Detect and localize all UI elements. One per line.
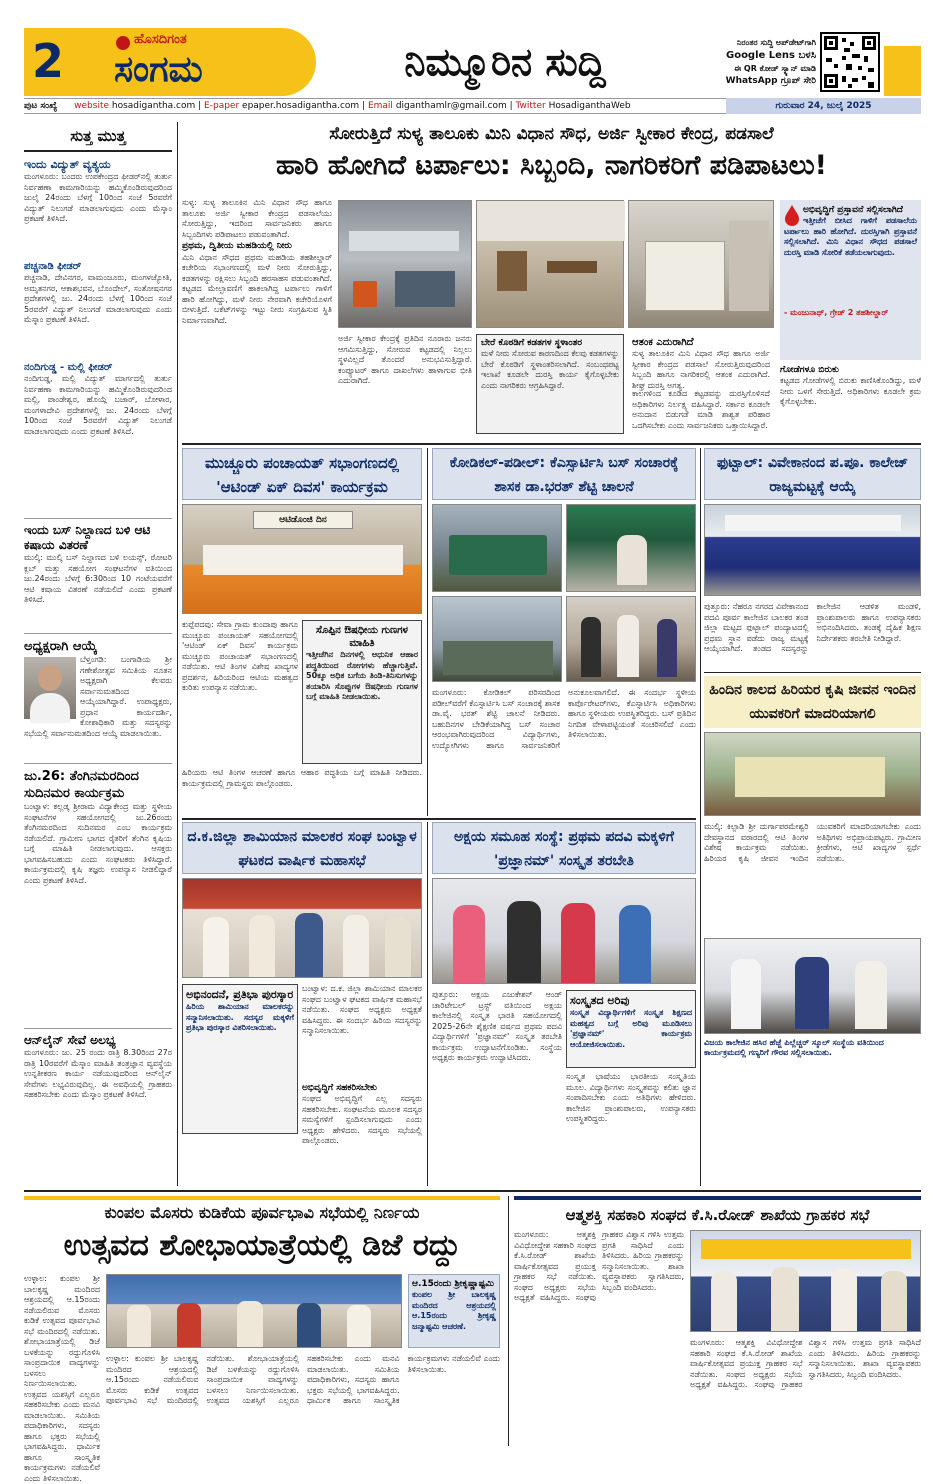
story-cooperative — [514, 1196, 921, 1446]
section-divider — [24, 1190, 921, 1192]
story-headline: ಫುಟ್ಬಾಲ್: ವಿವೇಕಾನಂದ ಪ.ಪೂ. ಕಾಲೇಜ್ ರಾಜ್ಯಮಟ್ಟಕ್ಕೆ ಆಯ್ಕೆ — [704, 448, 921, 500]
info-box: ಅಭಿನಂದನೆ, ಪ್ರತಿಭಾ ಪುರಸ್ಕಾರ ಹಿರಿಯ ಶಾಮಿಯಾನ ಮಾಲಕರನ್ನು ಸನ್ಮಾನಿಸಲಾಯಿತು. ಸದಸ್ಯರ ಮಕ್ಕಳಿಗೆ ಪ್ರತಿಭಾ ಪುರಸ್ಕಾರ ವಿತರಿಸಲಾಯಿತು. — [182, 984, 298, 1134]
story-headline: ಅಕ್ಷಯ ಸಮೂಹ ಸಂಸ್ಥೆ: ಪ್ರಥಮ ಪದವಿ ಮಕ್ಕಳಿಗೆ 'ಪ್ರಜ್ಞಾನಮ್' ಸಂಸ್ಕೃತ ತರಬೇತಿ — [432, 822, 696, 874]
masthead-right-strip — [884, 46, 921, 96]
cooperative-photo — [690, 1230, 921, 1332]
news-brief — [24, 1028, 172, 1158]
story-headline: ಮುಚ್ಚೂರು ಪಂಚಾಯತ್ ಸಭಾಂಗಣದಲ್ಲಿ 'ಆಟಿಂಡ್ ಏಕ್ ದಿವಸ' ಕಾರ್ಯಕ್ರಮ — [182, 448, 422, 500]
story-headline: ಹಿಂದಿನ ಕಾಲದ ಹಿರಿಯರ ಕೃಷಿ ಜೀವನ ಇಂದಿನ ಯುವಕರಿಗೆ ಮಾದರಿಯಾಗಲಿ — [704, 676, 921, 728]
brand-big: ಸಂಗಮ — [114, 49, 203, 90]
brief-body: ಬಂಟ್ವಾಳ: ಕಲ್ಲಡ್ಕ ಶ್ರೀರಾಮ ವಿದ್ಯಾಕೇಂದ್ರ ಮತ್ತು ಸ್ಥಳೀಯ ಸಂಘಟನೆಗಳ ಸಹಯೋಗದಲ್ಲಿ ಜು.26ರಂದು ತೆಂಗಿನಮರದಿಂದ ಸುದಿನಮರ ಎಂಬ ಕಾರ್ಯಕ್ರಮ ನಡೆಯಲಿದೆ. ಗ್ರಾಮೀಣ ಭಾಗದ ರೈತರಿಗೆ ತೆಂಗಿನ ಕೃಷಿಯ ಬಗ್ಗೆ ಮಾಹಿತಿ ನೀಡಲಾಗುವುದು. ಆಸಕ್ತರು ಭಾಗವಹಿಸಬಹುದು ಎಂದು ಸಂಘಟಕರು ತಿಳಿಸಿದ್ದಾರೆ. ಕಾರ್ಯಕ್ರಮದಲ್ಲಿ ಕೃಷಿ ತಜ್ಞರು ಉಪನ್ಯಾಸ ನೀಡಲಿದ್ದಾರೆ ಎಂದು ಪ್ರಕಟಣೆ ತಿಳಿಸಿದೆ. — [24, 802, 172, 885]
story-bus — [432, 448, 696, 816]
column-divider — [427, 822, 428, 1186]
column-divider — [700, 676, 701, 1186]
qr-text: ನಿರಂತರ ಸುದ್ದಿ ಅಪ್‌ಡೇಟ್‌ಗಾಗಿ Google Lens ಬಳಸಿ ಈ QR ಕೋಡ್ ಸ್ಕ್ಯಾನ್ ಮಾಡಿ WhatsApp ಗ್ರೂಪ್ ಸೇರಿ — [725, 38, 816, 86]
story-headline: ಉತ್ಸವದ ಶೋಭಾಯಾತ್ರೆಯಲ್ಲಿ ಡಿಜೆ ರದ್ದು — [63, 1228, 461, 1263]
story-body: ಪುತ್ತೂರು: ಅಕ್ಷಯ ಎಜುಕೇಶನ್ ಆಂಡ್ ಚಾರಿಟೇಬಲ್ ಟ್ರಸ್ಟ್ ವತಿಯಿಂದ ಅಕ್ಷಯ ಕಾಲೇಜಿನಲ್ಲಿ ಸಂಸ್ಕೃತ ಭಾರತಿ ಸಹಯೋಗದಲ್ಲಿ 2025-26ನೇ ಶೈಕ್ಷಣಿಕ ವರ್ಷದ ಪ್ರಥಮ ಪದವಿ ವಿದ್ಯಾರ್ಥಿಗಳಿಗೆ 'ಪ್ರಜ್ಞಾನಮ್' ಸಂಸ್ಕೃತ ತರಬೇತಿ ಕಾರ್ಯಕ್ರಮ ಉದ್ಘಾಟನೆಗೊಂಡಿತು. ಸಂಸ್ಥೆಯ ಅಧ್ಯಕ್ಷರು ಕಾರ್ಯಕ್ರಮ ಉದ್ಘಾಟಿಸಿದರು. — [432, 990, 562, 1062]
brief-body: ಮುಲ್ಕಿ: ಮುಲ್ಕಿ ಬಸ್ ನಿಲ್ದಾಣದ ಬಳಿ ಲಯನ್ಸ್, ರೋಟರಿ ಕ್ಲಬ್ ಮತ್ತು ಸಹಯೋಗ ಸಂಘಟನೆಗಳ ವತಿಯಿಂದ ಜು.24ರಂದು ಬೆಳಗ್ಗೆ 6:30ರಿಂದ 10 ಗಂಟೆಯವರೆಗೆ ಆಟಿ ಕಷಾಯ ವಿತರಣೆ ನಡೆಯಲಿದೆ ಎಂದು ಪ್ರಕಟಣೆ ತಿಳಿಸಿದೆ. — [24, 553, 172, 604]
brief-title: ನಂದಿಗುಡ್ಡ - ಮಲ್ಲಿ ಫೀಡರ್ — [24, 362, 113, 373]
event-photo — [182, 504, 422, 614]
section-divider — [182, 443, 921, 445]
story-body-cols: ಮಂಗಳೂರು: ಆತ್ಮಶಕ್ತಿ ವಿವಿಧೋದ್ದೇಶ ಸಹಕಾರಿ ಸಂಘದ ಕೆ.ಸಿ.ರೋಡ್ ಶಾಖೆಯ ವಾರ್ಷಿಕೋತ್ಸವದ ಪ್ರಯುಕ್ತ ಗ್ರಾಹಕರ ಸಭೆ ನಡೆಯಿತು. ಸಂಘದ ಅಧ್ಯಕ್ಷರು ಸಭೆಯ ಅಧ್ಯಕ್ಷತೆ ವಹಿಸಿದ್ದರು. ಸಂಘವು ಗ್ರಾಹಕರ ವಿಶ್ವಾಸ ಗಳಿಸಿ ಉತ್ತಮ ಪ್ರಗತಿ ಸಾಧಿಸಿದೆ ಎಂದು ತಿಳಿಸಿದರು. ಹಿರಿಯ ಗ್ರಾಹಕರನ್ನು ಸನ್ಮಾನಿಸಲಾಯಿತು. ಶಾಖಾ ವ್ಯವಸ್ಥಾಪಕರು ಸ್ವಾಗತಿಸಿದರು, ಸಿಬ್ಬಂದಿ ವಂದಿಸಿದರು. — [690, 1338, 921, 1389]
story-body-cols: ಉಳ್ಳಾಲ: ಕುಂಪಲ ಶ್ರೀ ಬಾಲಕೃಷ್ಣ ಮಂದಿರದ ಆಶ್ರಯದಲ್ಲಿ ಆ.15ರಂದು ನಡೆಯಲಿರುವ ಮೊಸರು ಕುಡಿಕೆ ಉತ್ಸವದ ಪೂರ್ವಭಾವಿ ಸಭೆ ಮಂದಿರದಲ್ಲಿ ನಡೆಯಿತು. ಶೋಭಾಯಾತ್ರೆಯಲ್ಲಿ ಡಿಜೆ ಬಳಕೆಯನ್ನು ರದ್ದುಗೊಳಿಸಿ ಸಾಂಪ್ರದಾಯಿಕ ವಾದ್ಯಗಳನ್ನು ಬಳಸಲು ನಿರ್ಣಯಿಸಲಾಯಿತು. ಉತ್ಸವದ ಯಶಸ್ಸಿಗೆ ಎಲ್ಲರೂ ಸಹಕರಿಸಬೇಕು ಎಂದು ಮನವಿ ಮಾಡಲಾಯಿತು. ಸಮಿತಿಯ ಪದಾಧಿಕಾರಿಗಳು, ಸದಸ್ಯರು ಹಾಗೂ ಭಕ್ತರು ಸಭೆಯಲ್ಲಿ ಭಾಗವಹಿಸಿದ್ದರು. ಧಾರ್ಮಿಕ ಹಾಗೂ ಸಾಂಸ್ಕೃತಿಕ ಕಾರ್ಯಕ್ರಮಗಳು ನಡೆಯಲಿವೆ ಎಂದು ತಿಳಿಸಲಾಯಿತು. — [106, 1354, 500, 1405]
story-body: ಮಂಗಳೂರು: ಕೋಡಿಕಲ್ ಪರಿಸರದಿಂದ ಪಡೀಲ್‌ವರೆಗೆ ಕೆಎಸ್ಸಾರ್ಟಿಸಿ ಬಸ್ ಸಂಚಾರಕ್ಕೆ ಶಾಸಕ ಡಾ.ವೈ. ಭರತ್ ಶೆಟ್ಟಿ ಚಾಲನೆ ನೀಡಿದರು. ಬಹುದಿನಗಳ ಬೇಡಿಕೆಯಾಗಿದ್ದ ಬಸ್ ಸಂಚಾರ ಆರಂಭವಾಗಿರುವುದರಿಂದ ವಿದ್ಯಾರ್ಥಿಗಳು, ಉದ್ಯೋಗಿಗಳು ಹಾಗೂ ಸಾರ್ವಜನಿಕರಿಗೆ ಅನುಕೂಲವಾಗಲಿದೆ. ಈ ಸಂದರ್ಭ ಸ್ಥಳೀಯ ಕಾರ್ಪೊರೇಟರ್‌ಗಳು, ಕೆಎಸ್ಸಾರ್ಟಿಸಿ ಅಧಿಕಾರಿಗಳು ಹಾಗೂ ಸ್ಥಳೀಯರು ಉಪಸ್ಥಿತರಿದ್ದರು. ಬಸ್ ಪ್ರತಿದಿನ ನಿಗದಿತ ವೇಳಾಪಟ್ಟಿಯಂತೆ ಸಂಚರಿಸಲಿದೆ ಎಂದು ತಿಳಿಸಲಾಯಿತು. — [432, 688, 696, 750]
website-label: website — [74, 101, 110, 111]
brief-title: ಆನ್‌ಲೈನ್ ಸೇವೆ ಅಲಭ್ಯ — [24, 1033, 116, 1047]
lead-photo-office — [338, 200, 472, 328]
story-headline: ಆತ್ಮಶಕ್ತಿ ಸಹಕಾರಿ ಸಂಘದ ಕೆ.ಸಿ.ರೋಡ್ ಶಾಖೆಯ ಗ್ರಾಹಕರ ಸಭೆ — [565, 1206, 870, 1224]
story-mosaru — [24, 1196, 500, 1483]
farming-photo — [704, 732, 921, 816]
side-title: ಅಭಿವೃದ್ಧಿಗೆ ಪ್ರಸ್ತಾವನೆ ಸಲ್ಲಿಸಲಾಗಿದೆ — [803, 205, 903, 215]
qr-code-icon[interactable] — [820, 32, 880, 92]
twitter-link[interactable]: HosadiganthaWeb — [548, 101, 631, 111]
person-photo — [24, 657, 76, 719]
masthead — [24, 26, 921, 116]
story-body: ಉಳ್ಳಾಲ: ಕುಂಪಲ ಶ್ರೀ ಬಾಲಕೃಷ್ಣ ಮಂದಿರದ ಆಶ್ರಯದಲ್ಲಿ ಆ.15ರಂದು ನಡೆಯಲಿರುವ ಮೊಸರು ಕುಡಿಕೆ ಉತ್ಸವದ ಪೂರ್ವಭಾವಿ ಸಭೆ ಮಂದಿರದಲ್ಲಿ ನಡೆಯಿತು. ಶೋಭಾಯಾತ್ರೆಯಲ್ಲಿ ಡಿಜೆ ಬಳಕೆಯನ್ನು ರದ್ದುಗೊಳಿಸಿ ಸಾಂಪ್ರದಾಯಿಕ ವಾದ್ಯಗಳನ್ನು ಬಳಸಲು ನಿರ್ಣಯಿಸಲಾಯಿತು. ಉತ್ಸವದ ಯಶಸ್ಸಿಗೆ ಎಲ್ಲರೂ ಸಹಕರಿಸಬೇಕು ಎಂದು ಮನವಿ ಮಾಡಲಾಯಿತು. ಸಮಿತಿಯ ಪದಾಧಿಕಾರಿಗಳು, ಸದಸ್ಯರು ಹಾಗೂ ಭಕ್ತರು ಸಭೆಯಲ್ಲಿ ಭಾಗವಹಿಸಿದ್ದರು. ಧಾರ್ಮಿಕ ಹಾಗೂ ಸಾಂಸ್ಕೃತಿಕ ಕಾರ್ಯಕ್ರಮಗಳು ನಡೆಯಲಿವೆ ಎಂದು ತಿಳಿಸಲಾಯಿತು. — [24, 1274, 100, 1483]
story-body-2: ಹಿರಿಯರು ಆಟಿ ತಿಂಗಳ ಆಚರಣೆ ಹಾಗೂ ಆಹಾರ ಪದ್ಧತಿಯ ಬಗ್ಗೆ ಮಾಹಿತಿ ನೀಡಿದರು. ಕಾರ್ಯಕ್ರಮದಲ್ಲಿ ಗ್ರಾಮಸ್ಥರು ಪಾಲ್ಗೊಂಡರು. — [182, 768, 422, 788]
bottom-accent-bar — [24, 1196, 500, 1200]
story-body-2: ಸಂಸ್ಕೃತ ಭಾಷೆಯು ಭಾರತೀಯ ಸಂಸ್ಕೃತಿಯ ಮೂಲ. ವಿದ್ಯಾರ್ಥಿಗಳು ಸಂಸ್ಕೃತವನ್ನು ಕಲಿತು ಜ್ಞಾನ ಸಂಪಾದಿಸಬೇಕು ಎಂದು ಅತಿಥಿಗಳು ಹೇಳಿದರು. ಕಾಲೇಜಿನ ಪ್ರಾಂಶುಪಾಲರು, ಉಪನ್ಯಾಸಕರು ಉಪಸ್ಥಿತರಿದ್ದರು. — [566, 1072, 696, 1123]
info-bar: ಪುಟ ಸಂಖ್ಯೆ website hosadigantha.com | E-paper epaper.hosadigantha.com | Email diganthamlr@gmail.com | Twitter HosadiganthaWeb — [24, 98, 921, 114]
story-sanskrit — [432, 822, 696, 1186]
lead-photo-files — [628, 200, 774, 328]
lead-kicker: ಸೋರುತ್ತಿದೆ ಸುಳ್ಯ ತಾಲೂಕು ಮಿನಿ ವಿಧಾನ ಸೌಧ, ಅರ್ಜಿ ಸ್ವೀಕಾರ ಕೇಂದ್ರ, ಪಡಸಾಲೆ — [329, 124, 774, 144]
side-subhead: ಗೋಡೆಗಳೂ ಬಿರುಕು — [780, 365, 839, 375]
brief-title: ಅಧ್ಯಕ್ಷರಾಗಿ ಆಯ್ಕೆ — [24, 639, 98, 654]
section-divider — [704, 672, 921, 673]
email-link[interactable]: diganthamlr@gmail.com — [395, 101, 507, 111]
info-box: ಸಂಸ್ಕೃತದ ಅರಿವು ಸಂಸ್ಕೃತ ವಿದ್ಯಾರ್ಥಿಗಳಿಗೆ ಸಂಸ್ಕೃತ ಶಿಕ್ಷಣದ ಮಹತ್ವದ ಬಗ್ಗೆ ಅರಿವು ಮೂಡಿಸಲು 'ಪ್ರಜ್ಞಾನಮ್' ಕಾರ್ಯಕ್ರಮ ಆಯೋಜಿಸಲಾಯಿತು. — [566, 990, 696, 1068]
left-column — [24, 122, 172, 1182]
brief-body: ಮಂಗಳೂರು: ಬಂದರು ಉಪಕೇಂದ್ರದ ಫೀಡರ್‌ನಲ್ಲಿ ತುರ್ತು ನಿರ್ವಹಣಾ ಕಾಮಗಾರಿಯನ್ನು ಹಮ್ಮಿಕೊಂಡಿರುವುದರಿಂದ ಜುಲೈ 24ರಂದು ಬೆಳಗ್ಗೆ 10ರಿಂದ ಸಂಜೆ 5ರವರೆಗೆ ವಿದ್ಯುತ್ ನಿಲುಗಡೆ ಮಾಡಲಾಗುವುದು ಎಂದು ಮೆಸ್ಕಾಂ ಪ್ರಕಟಣೆ ತಿಳಿಸಿದೆ. — [24, 172, 172, 223]
lead-concern-box: ಆತಂಕ ಎದುರಾಗಿದೆ ಸುಳ್ಯ ತಾಲೂಕಿನ ಮಿನಿ ವಿಧಾನ ಸೌಧ ಹಾಗೂ ಅರ್ಜಿ ಸ್ವೀಕಾರ ಕೇಂದ್ರದ ಪಡಸಾಲೆ ಸೋರುತ್ತಿರುವುದರಿಂದ ಸಿಬ್ಬಂದಿ ಹಾಗೂ ನಾಗರಿಕರಲ್ಲಿ ಆತಂಕ ಎದುರಾಗಿದೆ. ಶೀಘ್ರ ದುರಸ್ತಿ ಅಗತ್ಯ. ಕಾಲಗಳಿಂದ ಕೂಡಿದ ಕಟ್ಟಡವನ್ನು ದುರಸ್ತಿಗೊಳಿಸದೆ ಅಧಿಕಾರಿಗಳು ನಿರ್ಲಕ್ಷ್ಯ ವಹಿಸಿದ್ದಾರೆ. ಸರ್ಕಾರ ಕೂಡಲೇ ಅನುದಾನ ಬಿಡುಗಡೆ ಮಾಡಿ ಶಾಶ್ವತ ಪರಿಹಾರ ಒದಗಿಸಬೇಕು ಎಂದು ಸಾರ್ವಜನಿಕರು ಒತ್ತಾಯಿಸಿದ್ದಾರೆ. — [632, 337, 770, 430]
story-mucchur — [182, 448, 422, 816]
story-headline: ದ.ಕ.ಜಿಲ್ಲಾ ಶಾಮಿಯಾನ ಮಾಲಕರ ಸಂಘ ಬಂಟ್ವಾಳ ಘಟಕದ ವಾರ್ಷಿಕ ಮಹಾಸಭೆ — [182, 822, 422, 874]
twitter-label: Twitter — [515, 101, 546, 111]
news-brief — [24, 633, 172, 759]
brand-small: ಹೊಸದಿಗಂತ — [134, 32, 187, 47]
story-kicker: ಕುಂಪಲ ಮೊಸರು ಕುಡಿಕೆಯ ಪೂರ್ವಭಾವಿ ಸಭೆಯಲ್ಲಿ ನಿರ್ಣಯ — [104, 1203, 420, 1222]
story-body: ಬಂಟ್ವಾಳ: ದ.ಕ. ಜಿಲ್ಲಾ ಶಾಮಿಯಾನ ಮಾಲಕರ ಸಂಘದ ಬಂಟ್ವಾಳ ಘಟಕದ ವಾರ್ಷಿಕ ಮಹಾಸಭೆ ನಡೆಯಿತು. ಸಂಘದ ಅಧ್ಯಕ್ಷರು ಅಧ್ಯಕ್ಷತೆ ವಹಿಸಿದ್ದರು. ಈ ಸಂದರ್ಭ ಹಿರಿಯ ಸದಸ್ಯರನ್ನು ಸನ್ಮಾನಿಸಲಾಯಿತು. — [302, 984, 422, 1035]
lead-headline: ಹಾರಿ ಹೋಗಿದೆ ಟರ್ಪಾಲು: ಸಿಬ್ಬಂದಿ, ನಾಗರಿಕರಿಗೆ ಪಡಿಪಾಟಲು! — [276, 150, 827, 181]
bus-photo-4 — [566, 596, 696, 682]
epaper-label: E-paper — [204, 101, 240, 111]
info-box: ಆ.15ರಂದು ಶ್ರೀಕೃಷ್ಣಾಷ್ಟಮಿ ಕುಂಪಲ ಶ್ರೀ ಬಾಲಕೃಷ್ಣ ಮಂದಿರದ ಆಶ್ರಯದಲ್ಲಿ ಆ.15ರಂದು ಶ್ರೀಕೃಷ್ಣ ಜನ್ಮಾಷ್ಟಮಿ ಆಚರಣೆ. — [408, 1274, 500, 1348]
website-link[interactable]: hosadigantha.com — [111, 101, 196, 111]
story-tent — [182, 822, 422, 1186]
left-column-header: ಸುತ್ತ ಮುತ್ತ — [24, 122, 172, 152]
lead-side-panel — [780, 200, 921, 434]
column-divider — [508, 1196, 509, 1446]
side-body-2: ಕಟ್ಟಡದ ಗೋಡೆಗಳಲ್ಲಿ ಬಿರುಕು ಕಾಣಿಸಿಕೊಂಡಿದ್ದು, ಮಳೆ ನೀರು ಒಳಗೆ ಸೇರುತ್ತಿದೆ. ಅಧಿಕಾರಿಗಳು ಕೂಡಲೇ ಕ್ರಮ ಕೈಗೊಳ್ಳಬೇಕು. — [780, 376, 921, 406]
bottom-accent-bar — [514, 1196, 921, 1200]
lead-body: ಸುಳ್ಯ: ಸುಳ್ಯ ತಾಲೂಕಿನ ಮಿನಿ ವಿಧಾನ ಸೌಧ ಹಾಗೂ ತಾಲೂಕು ಅರ್ಜಿ ಸ್ವೀಕಾರ ಕೇಂದ್ರದ ಪಡಸಾಲೆಯು ಸೋರುತ್ತಿದ್ದು, ಇದರಿಂದ ಸಾರ್ವಜನಿಕರು ಹಾಗೂ ಸಿಬ್ಬಂದಿಗಳು ಪಡಿಪಾಟಲು ಪಡುವಂತಾಗಿದೆ. ಪ್ರಥಮ, ದ್ವಿತೀಯ ಮಹಡಿಯಲ್ಲಿ ನೀರು ಮಿನಿ ವಿಧಾನ ಸೌಧದ ಪ್ರಥಮ ಮಹಡಿಯ ತಹಶೀಲ್ದಾರ್ ಕಚೇರಿಯ ಸಭಾಂಗಣದಲ್ಲಿ ಮಳೆ ನೀರು ಸೋರುತ್ತಿದ್ದು, ಕಡತಗಳನ್ನು ರಕ್ಷಿಸಲು ಸಿಬ್ಬಂದಿ ಹರಸಾಹಸ ಪಡುವಂತಾಗಿದೆ. ಕಟ್ಟಡದ ಮೇಲ್ಛಾವಣಿಗೆ ಹಾಕಲಾಗಿದ್ದ ಟರ್ಪಾಲು ಗಾಳಿಗೆ ಹಾರಿ ಹೋಗಿದ್ದು, ಮಳೆ ನೀರು ನೇರವಾಗಿ ಕಚೇರಿಯೊಳಗೆ ಬೀಳುತ್ತಿದೆ. ಬಕೆಟ್‌ಗಳನ್ನು ಇಟ್ಟು ನೀರು ಸಂಗ್ರಹಿಸುವ ಸ್ಥಿತಿ ನಿರ್ಮಾಣವಾಗಿದೆ. — [182, 198, 332, 325]
bus-photo-2 — [566, 504, 696, 592]
brief-title: ಪಚ್ಚನಾಡಿ ಫೀಡರ್ — [24, 261, 82, 272]
lead-photo-corridor — [476, 200, 624, 328]
date-bar — [726, 98, 921, 114]
event-banner: ಆಟಿಡೊಂಜಿ ದಿನ — [253, 511, 353, 529]
news-brief — [24, 158, 172, 256]
side-signature: - ಮಂಜುನಾಥ್, ಗ್ರೇಡ್ 2 ತಹಶೀಲ್ದಾರ್ — [784, 308, 889, 317]
story-body: ಕುಪ್ಪೆಪದವು: ಸೇವಾ ಗ್ರಾಮ ಕುಂದಾಪು ಹಾಗೂ ಮುಚ್ಚೂರು ಪಂಚಾಯತ್ ಸಹಯೋಗದಲ್ಲಿ 'ಆಟಿಂಡ್ ಏಕ್ ದಿವಸ' ಕಾರ್ಯಕ್ರಮ ಮುಚ್ಚೂರು ಪಂಚಾಯತ್ ಸಭಾಂಗಣದಲ್ಲಿ ನಡೆಯಿತು. ಆಟಿ ತಿಂಗಳ ವಿಶೇಷ ಖಾದ್ಯಗಳ ಪ್ರದರ್ಶನ, ಹಿರಿಯರಿಂದ ಆಟಿಯ ಮಹತ್ವದ ಕುರಿತು ಉಪನ್ಯಾಸ ನಡೆಯಿತು. — [182, 620, 298, 692]
brief-body: ಮಂಗಳೂರು: ಜು. 25 ರಂದು ರಾತ್ರಿ 8.30ರಿಂದ 27ರ ರಾತ್ರಿ 10ರವರೆಗೆ ಮೆಸ್ಕಾಂ ಮಾಹಿತಿ ತಂತ್ರಜ್ಞಾನ ವ್ಯವಸ್ಥೆಯ ಉನ್ನತೀಕರಣ ಕಾರ್ಯ ನಡೆಯುವುದರಿಂದ ಆನ್‌ಲೈನ್ ಸೇವೆಗಳು ಲಭ್ಯವಿರುವುದಿಲ್ಲ. ಈ ಅವಧಿಯಲ್ಲಿ ಗ್ರಾಹಕರು ಸಹಕರಿಸಬೇಕು ಎಂದು ಮೆಸ್ಕಾಂ ಪ್ರಕಟಣೆ ತಿಳಿಸಿದೆ. — [24, 1048, 172, 1099]
story-body: ಮಂಗಳೂರು: ಆತ್ಮಶಕ್ತಿ ವಿವಿಧೋದ್ದೇಶ ಸಹಕಾರಿ ಸಂಘದ ಕೆ.ಸಿ.ರೋಡ್ ಶಾಖೆಯ ವಾರ್ಷಿಕೋತ್ಸವದ ಪ್ರಯುಕ್ತ ಗ್ರಾಹಕರ ಸಭೆ ನಡೆಯಿತು. ಸಂಘದ ಅಧ್ಯಕ್ಷರು ಸಭೆಯ ಅಧ್ಯಕ್ಷತೆ ವಹಿಸಿದ್ದರು. ಸಂಘವು ಗ್ರಾಹಕರ ವಿಶ್ವಾಸ ಗಳಿಸಿ ಉತ್ತಮ ಪ್ರಗತಿ ಸಾಧಿಸಿದೆ ಎಂದು ತಿಳಿಸಿದರು. ಹಿರಿಯ ಗ್ರಾಹಕರನ್ನು ಸನ್ಮಾನಿಸಲಾಯಿತು. ಶಾಖಾ ವ್ಯವಸ್ಥಾಪಕರು ಸ್ವಾಗತಿಸಿದರು, ಸಿಬ್ಬಂದಿ ವಂದಿಸಿದರು. — [514, 1230, 684, 1302]
brief-body: ಪಚ್ಚನಾಡಿ, ದೇವಿನಗರ, ವಾಮಂಜೂರು, ಮಂಗಳಜ್ಯೋತಿ, ಅಮೃತನಗರ, ಆಕಾಶಭವನ, ಬೊಂದೇಲ್, ಸಂತೋಷನಗರ ಪ್ರದೇಶಗಳಲ್ಲಿ ಜು. 24ರಂದು ಬೆಳಗ್ಗೆ 10ರಿಂದ ಸಂಜೆ 5ರವರೆಗೆ ವಿದ್ಯುತ್ ನಿಲುಗಡೆ ಮಾಡಲಾಗುವುದು ಎಂದು ಮೆಸ್ಕಾಂ ಪ್ರಕಟಣೆ ತಿಳಿಸಿದೆ. — [24, 273, 172, 324]
epaper-link[interactable]: epaper.hosadigantha.com — [242, 101, 360, 111]
news-brief — [24, 361, 172, 514]
story-headline: ಕೋಡಿಕಲ್-ಪಡೀಲ್: ಕೆಎಸ್ಸಾರ್ಟಿಸಿ ಬಸ್ ಸಂಚಾರಕ್ಕೆ ಶಾಸಕ ಡಾ.ಭರತ್ ಶೆಟ್ಟಿ ಚಾಲನೆ — [432, 448, 696, 500]
lead-box: ಬೇರೆ ಕೊಠಡಿಗೆ ಕಡತಗಳ ಸ್ಥಳಾಂತರ ಮಳೆ ನೀರು ಸೋರುವ ಕಾರಣದಿಂದ ಕೆಲವು ಕಡತಗಳನ್ನು ಬೇರೆ ಕೊಠಡಿಗೆ ಸ್ಥಳಾಂತರಿಸಲಾಗಿದೆ. ಸಂಬಂಧಪಟ್ಟ ಇಲಾಖೆ ಕೂಡಲೇ ದುರಸ್ತಿ ಕಾರ್ಯ ಕೈಗೊಳ್ಳಬೇಕು ಎಂದು ನಾಗರಿಕರು ಆಗ್ರಹಿಸಿದ್ದಾರೆ. — [476, 334, 624, 434]
page-number: 2 — [32, 34, 65, 88]
section-title: ನಿಮ್ಮೂರಿನ ಸುದ್ದಿ — [404, 40, 606, 84]
story-farming — [704, 676, 921, 1186]
side-body: ಇತ್ತೀಚೆಗೆ ಬೀಸಿದ ಗಾಳಿಗೆ ಪಡಸಾಲೆಯ ಟರ್ಪಾಲು ಹಾರಿ ಹೋಗಿದೆ. ದುರಸ್ತಿಗಾಗಿ ಪ್ರಸ್ತಾವನೆ ಸಲ್ಲಿಸಲಾಗಿದೆ. ಮಿನಿ ವಿಧಾನ ಸೌಧದ ಪಡಸಾಲೆ ದುರಸ್ತಿ ಮಾಡಿ ಸೋರಿಕೆ ತಡೆಯಲಾಗುವುದು. — [784, 216, 917, 257]
felicitation-photo — [704, 938, 921, 1034]
sanskrit-photo — [432, 878, 696, 984]
story-sub: ಅಭಿವೃದ್ಧಿಗೆ ಸಹಕರಿಸಬೇಕು ಸಂಘದ ಅಭಿವೃದ್ಧಿಗೆ ಎಲ್ಲ ಸದಸ್ಯರು ಸಹಕರಿಸಬೇಕು. ಸಂಘಟನೆಯ ಮೂಲಕ ಸದಸ್ಯರ ಸಮಸ್ಯೆಗಳಿಗೆ ಸ್ಪಂದಿಸಲಾಗುವುದು ಎಂದು ಅಧ್ಯಕ್ಷರು ಹೇಳಿದರು. ಸದಸ್ಯರು ಸಭೆಯಲ್ಲಿ ಪಾಲ್ಗೊಂಡರು. — [302, 1083, 422, 1145]
news-brief — [24, 260, 172, 357]
lead-story — [182, 122, 921, 440]
brief-title: ಇಂದು ಬಸ್ ನಿಲ್ದಾಣದ ಬಳಿ ಆಟಿ ಕಷಾಯ ವಿತರಣೆ — [24, 523, 151, 552]
meeting-photo — [106, 1274, 402, 1348]
email-label: Email — [367, 101, 393, 111]
info-box: ಸೊಪ್ಪಿನ ಔಷಧೀಯ ಗುಣಗಳ ಮಾಹಿತಿ ಇತ್ತೀಚೆಗಿನ ದಿನಗಳಲ್ಲಿ ಆಧುನಿಕ ಆಹಾರ ಪದ್ಧತಿಯಿಂದ ರೋಗಗಳು ಹೆಚ್ಚಾಗುತ್ತಿವೆ. 50ಕ್ಕೂ ಅಧಿಕ ಬಗೆಯ ತಿಂಡಿ-ತಿನಿಸುಗಳನ್ನು ತಯಾರಿಸಿ ಸೊಪ್ಪುಗಳ ಔಷಧೀಯ ಗುಣಗಳ ಬಗ್ಗೆ ಮಾಹಿತಿ ನೀಡಲಾಯಿತು. — [302, 620, 422, 764]
brief-title: ಇಂದು ವಿದ್ಯುತ್ ವ್ಯತ್ಯಯ — [24, 158, 111, 171]
group-photo — [182, 878, 422, 978]
news-brief — [24, 518, 172, 629]
pages-label: ಪುಟ ಸಂಖ್ಯೆ — [24, 101, 58, 111]
brief-title: ಜು.26: ತೆಂಗಿನಮರದಿಂದ ಸುದಿನಮರ ಕಾರ್ಯಕ್ರಮ — [24, 769, 139, 801]
bus-photo-1 — [432, 504, 562, 592]
story-football — [704, 448, 921, 668]
lead-body-col2: ಅರ್ಜಿ ಸ್ವೀಕಾರ ಕೇಂದ್ರಕ್ಕೆ ಪ್ರತಿದಿನ ನೂರಾರು ಜನರು ಆಗಮಿಸುತ್ತಿದ್ದು, ಸೋರುವ ಕಟ್ಟಡದಲ್ಲಿ ನಿಲ್ಲಲು ಸ್ಥಳವಿಲ್ಲದೆ ತೊಂದರೆ ಅನುಭವಿಸುತ್ತಿದ್ದಾರೆ. ಕಂಪ್ಯೂಟರ್ ಹಾಗೂ ದಾಖಲೆಗಳು ಹಾಳಾಗುವ ಭೀತಿ ಎದುರಾಗಿದೆ. — [338, 334, 472, 385]
issue-date: ಗುರುವಾರ 24, ಜುಲೈ 2025 — [775, 101, 872, 111]
section-divider — [182, 818, 696, 820]
brief-body: ಬೆಳ್ತಂಗಡಿ: ಬಂಗಾಡಿಯ ಶ್ರೀ ಗಣೇಶೋತ್ಸವ ಸಮಿತಿಯ ನೂತನ ಅಧ್ಯಕ್ಷರಾಗಿ ಕೆಲವರು ಸರ್ವಾನುಮತದಿಂದ ಆಯ್ಕೆಯಾಗಿದ್ದಾರೆ. ಉಪಾಧ್ಯಕ್ಷರು, ಪ್ರಧಾನ ಕಾರ್ಯದರ್ಶಿ, ಕೋಶಾಧಿಕಾರಿ ಮತ್ತು ಸದಸ್ಯರನ್ನು ಸಭೆಯಲ್ಲಿ ಸರ್ವಾನುಮತದಿಂದ ಆಯ್ಕೆ ಮಾಡಲಾಯಿತು. — [24, 655, 172, 738]
story-body: ಮುಲ್ಕಿ: ಕಿಲ್ಪಾಡಿ ಶ್ರೀ ದುರ್ಗಾಪರಮೇಶ್ವರಿ ದೇವಸ್ಥಾನದ ವಠಾರದಲ್ಲಿ ಆಟಿ ತಿಂಗಳ ವಿಶೇಷ ಕಾರ್ಯಕ್ರಮ ನಡೆಯಿತು. ಹಿರಿಯರ ಕೃಷಿ ಜೀವನ ಇಂದಿನ ಯುವಕರಿಗೆ ಮಾದರಿಯಾಗಬೇಕು ಎಂದು ಅತಿಥಿಗಳು ಅಭಿಪ್ರಾಯಪಟ್ಟರು. ಗ್ರಾಮೀಣ ಕ್ರೀಡೆಗಳು, ಆಟಿ ಖಾದ್ಯಗಳ ಸ್ಪರ್ಧೆ ನಡೆಯಿತು. — [704, 822, 921, 863]
story-body: ಪುತ್ತೂರು: ನೆಹರೂ ನಗರದ ವಿವೇಕಾನಂದ ಪದವಿ ಪೂರ್ವ ಕಾಲೇಜಿನ ಬಾಲಕರ ತಂಡ ಜಿಲ್ಲಾ ಮಟ್ಟದ ಫುಟ್ಬಾಲ್ ಪಂದ್ಯಾಟದಲ್ಲಿ ಪ್ರಥಮ ಸ್ಥಾನ ಪಡೆದು ರಾಜ್ಯ ಮಟ್ಟಕ್ಕೆ ಆಯ್ಕೆಯಾಗಿದೆ. ತಂಡದ ಸದಸ್ಯರನ್ನು ಕಾಲೇಜಿನ ಆಡಳಿತ ಮಂಡಳಿ, ಪ್ರಾಂಶುಪಾಲರು ಹಾಗೂ ಉಪನ್ಯಾಸಕರು ಅಭಿನಂದಿಸಿದರು. ತಂಡಕ್ಕೆ ದೈಹಿಕ ಶಿಕ್ಷಣ ನಿರ್ದೇಶಕರು ತರಬೇತಿ ನೀಡಿದ್ದಾರೆ. — [704, 602, 921, 653]
brief-body: ನಂದಿಗುಡ್ಡ, ಮಲ್ಲಿ ವಿದ್ಯುತ್ ಮಾರ್ಗದಲ್ಲಿ ತುರ್ತು ನಿರ್ವಹಣಾ ಕಾಮಗಾರಿಯನ್ನು ಹಮ್ಮಿಕೊಂಡಿರುವುದರಿಂದ ಮಲ್ಲಿ, ಪಾಂಡೇಶ್ವರ, ಹೊಯ್ಗೆ ಬಜಾರ್, ಬೋಳಾರ, ಮಂಗಳಾದೇವಿ ಪ್ರದೇಶಗಳಲ್ಲಿ ಜು. 24ರಂದು ಬೆಳಗ್ಗೆ 10ರಿಂದ ಸಂಜೆ 5ರವರೆಗೆ ವಿದ್ಯುತ್ ನಿಲುಗಡೆ ಮಾಡಲಾಗುವುದು ಎಂದು ಪ್ರಕಟಣೆ ತಿಳಿಸಿದೆ. — [24, 374, 172, 436]
team-photo — [704, 504, 921, 596]
news-brief — [24, 763, 172, 1024]
photo-caption: ವಿಜಯ ಕಾಲೇಜಿನ ಹಸಿರ ಹೆಜ್ಜೆ ಪಿಲ್ಲೆಚ್ಚರ್ ಸ್ಕೂಲ್ ಸಂಸ್ಥೆಯ ವತಿಯಿಂದ ಕಾರ್ಯಕ್ರಮದಲ್ಲಿ ಗಣ್ಯರಿಗೆ ಗೌರವ ಸಲ್ಲಿಸಲಾಯಿತು. — [704, 1038, 884, 1057]
column-divider — [177, 122, 178, 1186]
bus-photo-3 — [432, 596, 562, 682]
column-divider — [427, 448, 428, 816]
side-drop-icon — [784, 204, 800, 226]
